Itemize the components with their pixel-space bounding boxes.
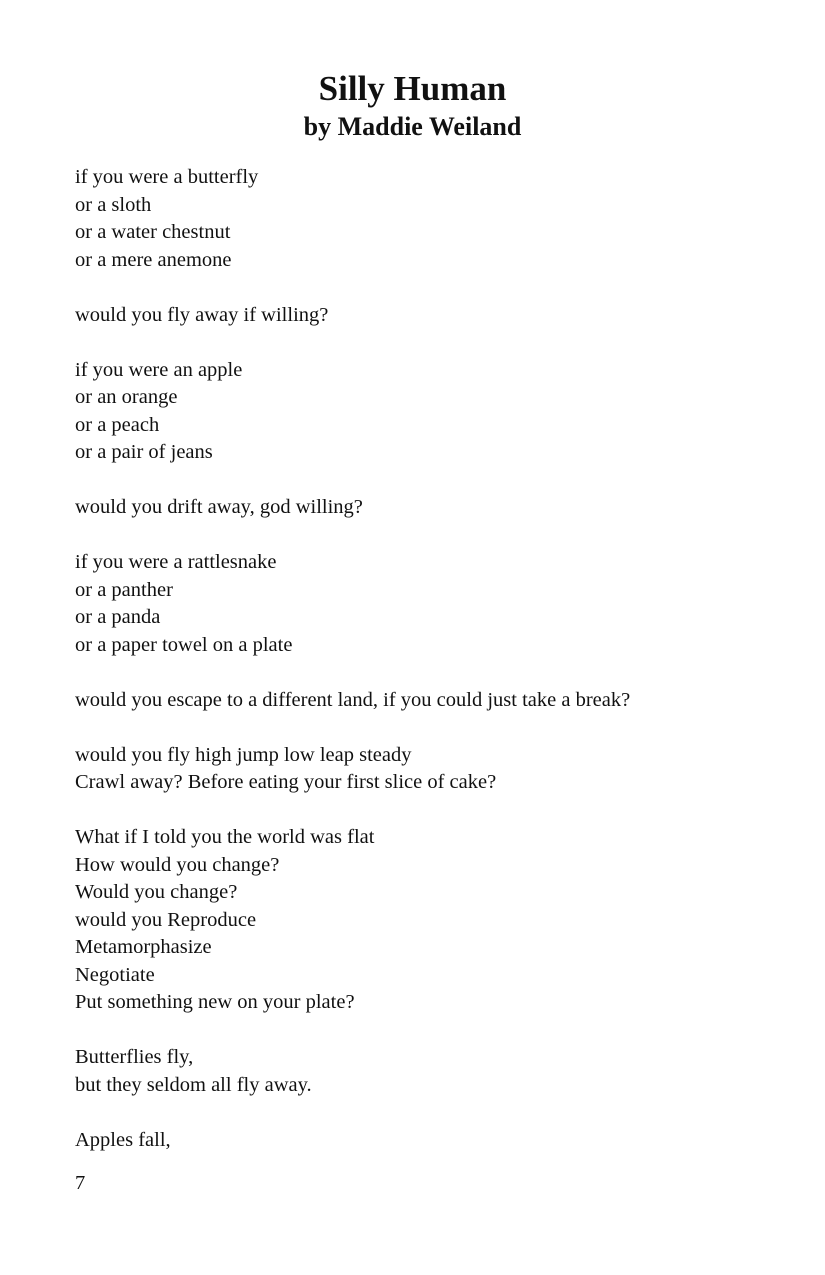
poem-line: would you fly high jump low leap steady — [75, 743, 412, 766]
poem-line: Would you change? — [75, 881, 238, 903]
title-block — [0, 68, 825, 144]
page-number: 7 — [75, 1172, 86, 1194]
stanza — [75, 494, 775, 522]
poem-line: if you were a butterfly — [75, 166, 259, 188]
poem-title: Silly Human — [318, 69, 507, 108]
poem-line: would you escape to a different land, if you could just take a break? — [75, 688, 631, 711]
stanza — [75, 302, 775, 330]
poem-line: Metamorphasize — [75, 936, 212, 958]
poem-line: if you were a rattlesnake — [75, 551, 277, 573]
stanza — [75, 357, 775, 467]
poem-line: would you Reproduce — [75, 908, 257, 931]
poem-line: Put something new on your plate? — [75, 991, 355, 1013]
poem-line: would you fly away if willing? — [75, 303, 329, 326]
poem-line: or a pair of jeans — [75, 441, 213, 463]
poem-line: if you were an apple — [75, 358, 243, 381]
poem-line: or a panther — [75, 578, 173, 601]
stanza — [75, 687, 775, 715]
poem-author: by Maddie Weiland — [303, 112, 522, 141]
stanza — [75, 1127, 775, 1155]
poem-body — [75, 164, 775, 1182]
stanza — [75, 824, 775, 1017]
poem-line: Crawl away? Before eating your first slice of cake? — [75, 771, 497, 793]
stanza — [75, 164, 775, 274]
stanza — [75, 549, 775, 659]
poem-line: Apples fall, — [75, 1128, 171, 1151]
poem-line: would you drift away, god willing? — [75, 496, 363, 518]
poem-line: Negotiate — [75, 963, 155, 986]
poem-line: How would you change? — [75, 853, 280, 876]
poem-line: or a peach — [75, 413, 160, 436]
poem-line: or a mere anemone — [75, 248, 232, 271]
poem-line: or a water chestnut — [75, 221, 231, 243]
poem-line: What if I told you the world was flat — [75, 826, 375, 848]
poem-line: or a paper towel on a plate — [75, 633, 293, 656]
poem-line: or a panda — [75, 606, 161, 628]
poem-line: or a sloth — [75, 193, 152, 216]
poem-line: but they seldom all fly away. — [75, 1073, 312, 1096]
poem-line: or an orange — [75, 386, 178, 408]
stanza — [75, 742, 775, 797]
stanza — [75, 1044, 775, 1099]
poem-line: Butterflies fly, — [75, 1046, 194, 1068]
